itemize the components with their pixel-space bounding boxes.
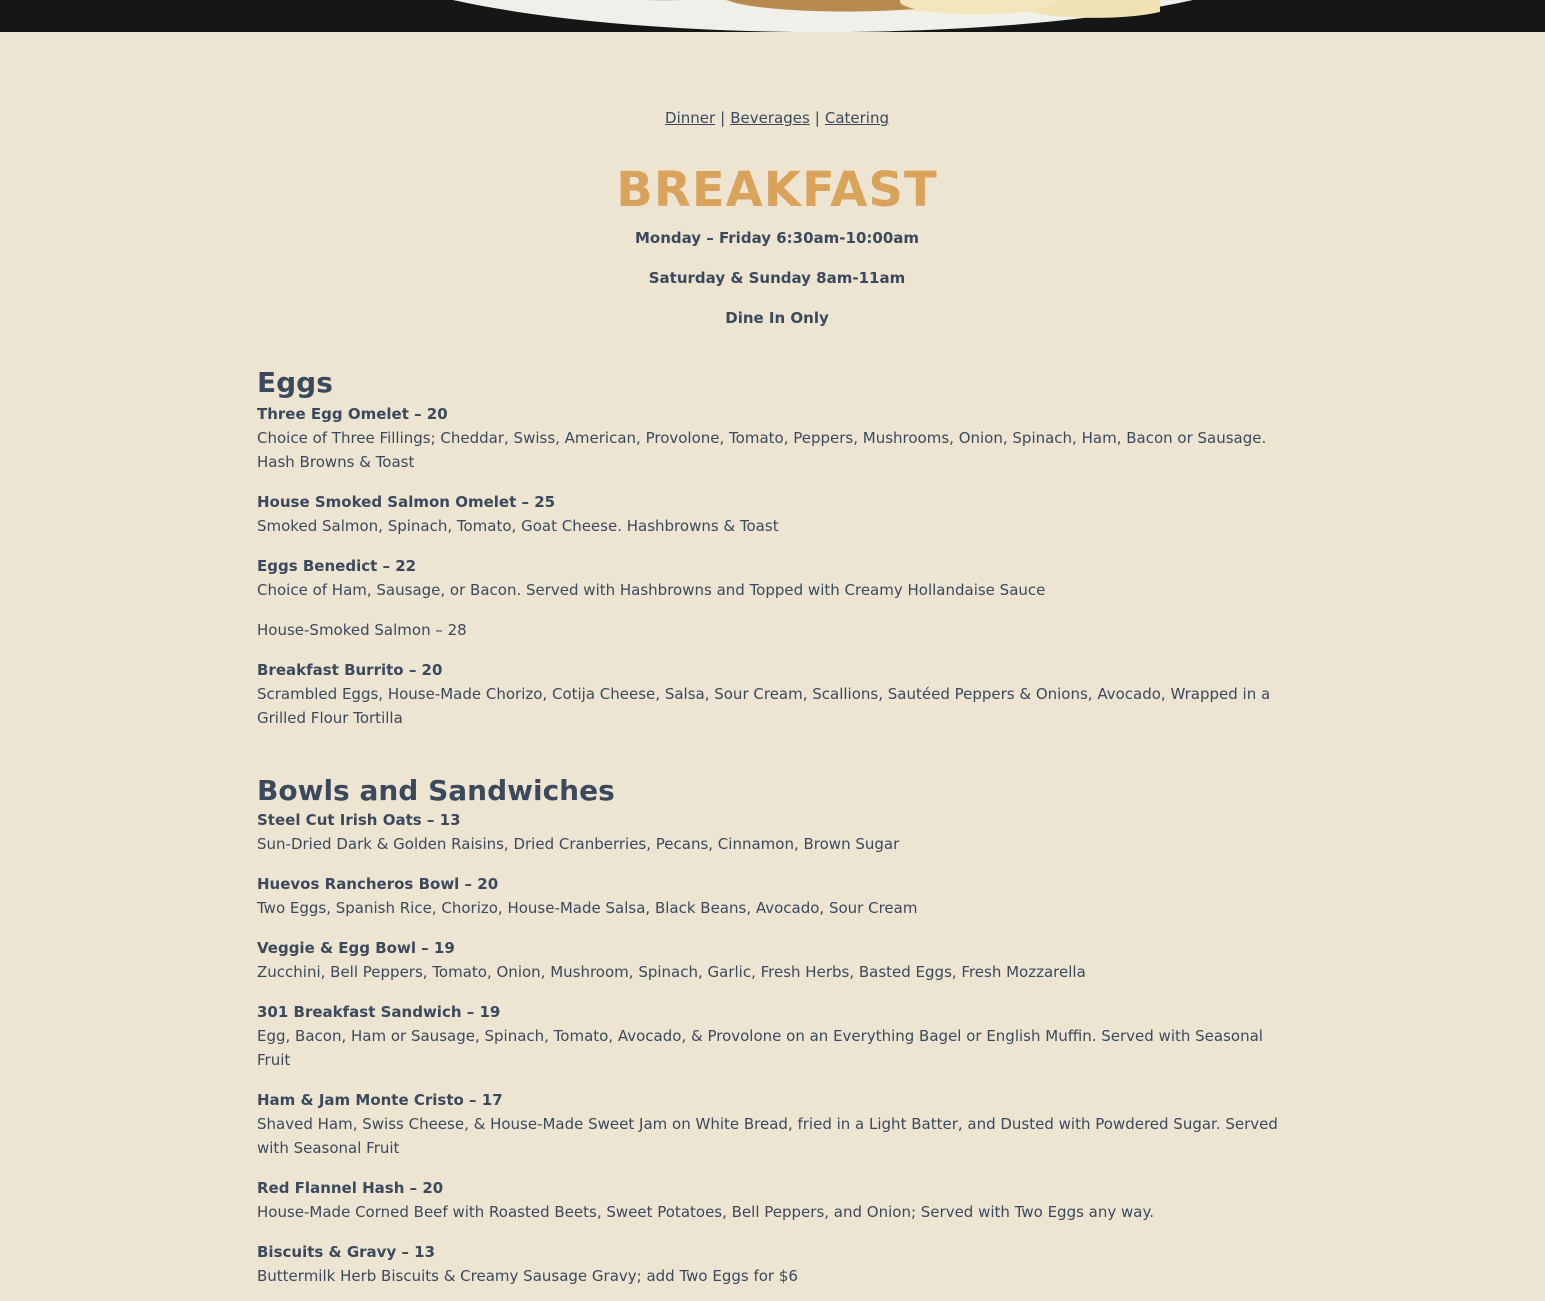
nav-separator: | bbox=[720, 109, 726, 127]
menu-item bbox=[257, 1000, 1297, 1072]
menu-item bbox=[257, 490, 1297, 538]
menu-item bbox=[257, 658, 1297, 730]
nav-link-dinner[interactable]: Dinner bbox=[665, 109, 716, 127]
item-name: House-Smoked Salmon – 28 bbox=[257, 621, 467, 639]
section-heading-eggs: Eggs bbox=[257, 366, 333, 399]
page-title: BREAKFAST bbox=[616, 162, 938, 218]
hours-weekday: Monday – Friday 6:30am-10:00am bbox=[634, 229, 920, 247]
menu-item bbox=[257, 554, 1297, 602]
item-description: Zucchini, Bell Peppers, Tomato, Onion, Mushroom, Spinach, Garlic, Fresh Herbs, Basted Eggs, Fresh Mozzarella bbox=[257, 963, 1086, 981]
menu-content bbox=[248, 108, 1297, 1288]
item-name: House Smoked Salmon Omelet – 25 bbox=[257, 493, 556, 511]
item-description: Scrambled Eggs, House-Made Chorizo, Cotija Cheese, Salsa, Sour Cream, Scallions, Sautéed Peppers & Onions, Avocado, Wrapped in a Grilled Flour Tortilla bbox=[257, 685, 1271, 727]
item-name: Eggs Benedict – 22 bbox=[257, 557, 417, 575]
menu-item bbox=[257, 872, 1297, 920]
menu-item bbox=[257, 936, 1297, 984]
item-description: Sun-Dried Dark & Golden Raisins, Dried Cranberries, Pecans, Cinnamon, Brown Sugar bbox=[257, 835, 900, 853]
item-name: Red Flannel Hash – 20 bbox=[257, 1179, 444, 1197]
menu-item bbox=[257, 402, 1297, 474]
item-description: Choice of Ham, Sausage, or Bacon. Served with Hashbrowns and Topped with Creamy Hollandaise Sauce bbox=[257, 581, 1046, 599]
item-name: Biscuits & Gravy – 13 bbox=[257, 1243, 436, 1261]
menu-nav bbox=[257, 108, 1297, 128]
menu-item bbox=[257, 618, 1297, 642]
item-name: Three Egg Omelet – 20 bbox=[257, 405, 448, 423]
menu-item bbox=[257, 1176, 1297, 1224]
item-description: Choice of Three Fillings; Cheddar, Swiss, American, Provolone, Tomato, Peppers, Mushrooms, Onion, Spinach, Ham, Bacon or Sausage. Hash Browns & Toast bbox=[257, 429, 1267, 471]
menu-item bbox=[257, 1240, 1297, 1288]
hours-weekend: Saturday & Sunday 8am-11am bbox=[648, 269, 906, 287]
item-name: Huevos Rancheros Bowl – 20 bbox=[257, 875, 499, 893]
item-name: Breakfast Burrito – 20 bbox=[257, 661, 443, 679]
item-description: Buttermilk Herb Biscuits & Creamy Sausage Gravy; add Two Eggs for $6 bbox=[257, 1267, 798, 1285]
item-description: Shaved Ham, Swiss Cheese, & House-Made Sweet Jam on White Bread, fried in a Light Batter, and Dusted with Powdered Sugar. Served with Seasonal Fruit bbox=[257, 1115, 1278, 1157]
dine-in-note: Dine In Only bbox=[725, 309, 829, 327]
menu-item bbox=[257, 808, 1297, 856]
nav-separator: | bbox=[814, 109, 820, 127]
item-description: House-Made Corned Beef with Roasted Beets, Sweet Potatoes, Bell Peppers, and Onion; Served with Two Eggs any way. bbox=[257, 1203, 1154, 1221]
hero-image bbox=[0, 0, 1545, 32]
menu-item bbox=[257, 1088, 1297, 1160]
banana-slices-image bbox=[900, 0, 1160, 32]
item-name: Ham & Jam Monte Cristo – 17 bbox=[257, 1091, 503, 1109]
item-description: Two Eggs, Spanish Rice, Chorizo, House-Made Salsa, Black Beans, Avocado, Sour Cream bbox=[257, 899, 918, 917]
item-name: Steel Cut Irish Oats – 13 bbox=[257, 811, 461, 829]
item-name: Veggie & Egg Bowl – 19 bbox=[257, 939, 455, 957]
section-heading-bowls-and-sandwiches: Bowls and Sandwiches bbox=[257, 774, 615, 807]
item-description: Egg, Bacon, Ham or Sausage, Spinach, Tomato, Avocado, & Provolone on an Everything Bagel or English Muffin. Served with Seasonal Fruit bbox=[257, 1027, 1263, 1069]
item-description: Smoked Salmon, Spinach, Tomato, Goat Cheese. Hashbrowns & Toast bbox=[257, 517, 779, 535]
item-name: 301 Breakfast Sandwich – 19 bbox=[257, 1003, 501, 1021]
nav-link-beverages[interactable]: Beverages bbox=[730, 109, 810, 127]
nav-link-catering[interactable]: Catering bbox=[824, 109, 889, 127]
